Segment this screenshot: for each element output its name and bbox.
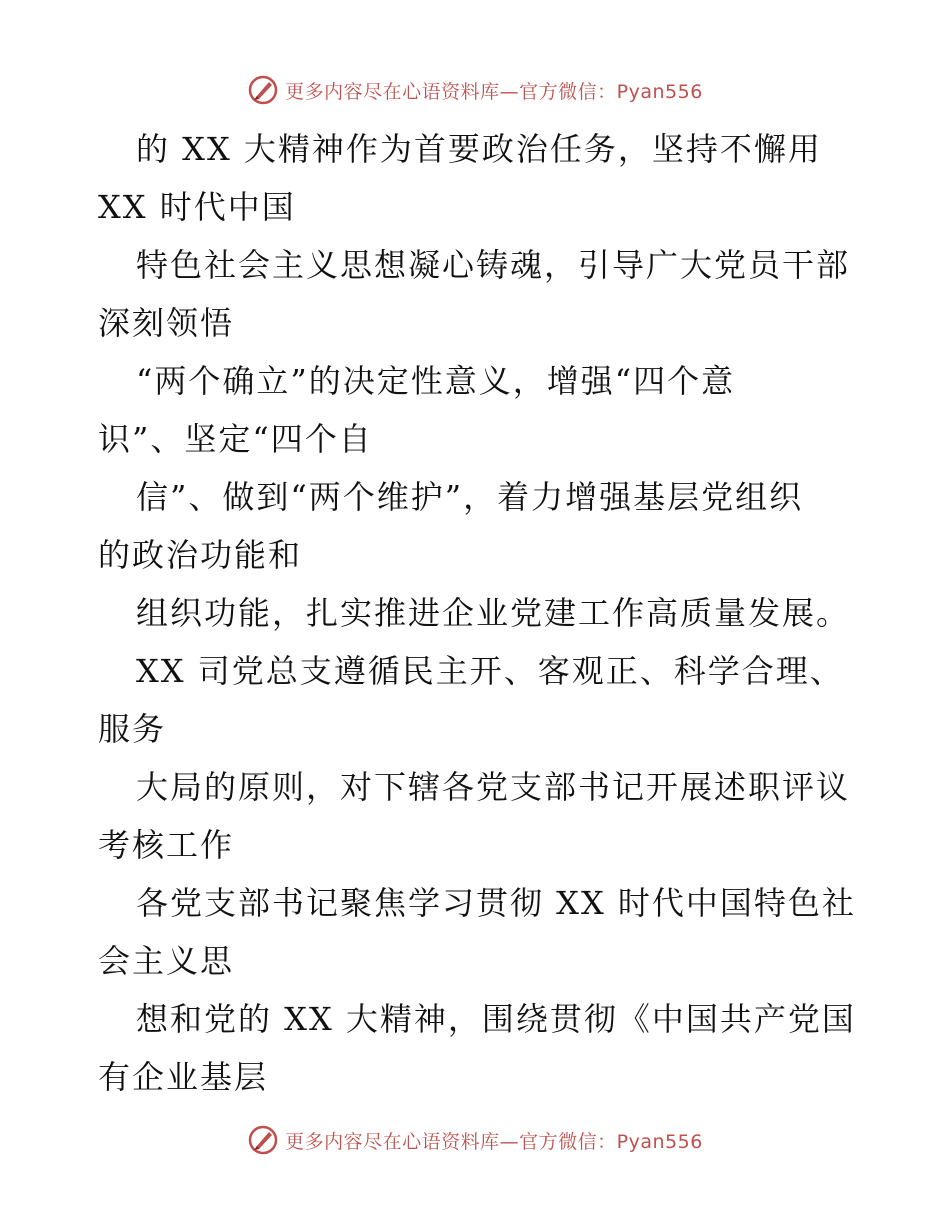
text-line: 想和党的 XX 大精神，围绕贯彻《中国共产党国 [136,1000,856,1038]
text-line: 考核工作 [98,826,235,864]
text-line: 有企业基层 [98,1058,269,1096]
text-line: 大局的原则，对下辖各党支部书记开展述职评议 [136,768,851,806]
quill-pen-icon [247,74,279,106]
text-line: 的政治功能和 [98,536,303,574]
text-line: 各党支部书记聚焦学习贯彻 XX 时代中国特色社 [136,884,856,922]
quill-pen-icon [247,1124,279,1156]
text-line: 服务 [98,710,167,748]
document-body [98,120,858,1106]
text-line: XX 司党总支遵循民主开、客观正、科学合理、 [136,652,844,690]
text-line: “两个确立”的决定性意义，增强“四个意 [136,362,736,400]
watermark-text: 更多内容尽在心语资料库—官方微信：Pyan556 [285,1130,703,1153]
text-line: 特色社会主义思想凝心铸魂，引导广大党员干部 [136,246,851,284]
text-line: 深刻领悟 [98,304,235,342]
text-line: XX 时代中国 [98,188,296,226]
text-line: 信”、做到“两个维护”，着力增强基层党组织 [136,478,804,516]
header-watermark [0,70,950,110]
text-line: 识”、坚定“四个自 [98,420,373,458]
text-line: 组织功能，扎实推进企业党建工作高质量发展。 [136,594,851,632]
text-line: 的 XX 大精神作为首要政治任务，坚持不懈用 [136,130,822,168]
footer-watermark [0,1120,950,1160]
watermark-text: 更多内容尽在心语资料库—官方微信：Pyan556 [285,80,703,103]
text-line: 会主义思 [98,942,235,980]
